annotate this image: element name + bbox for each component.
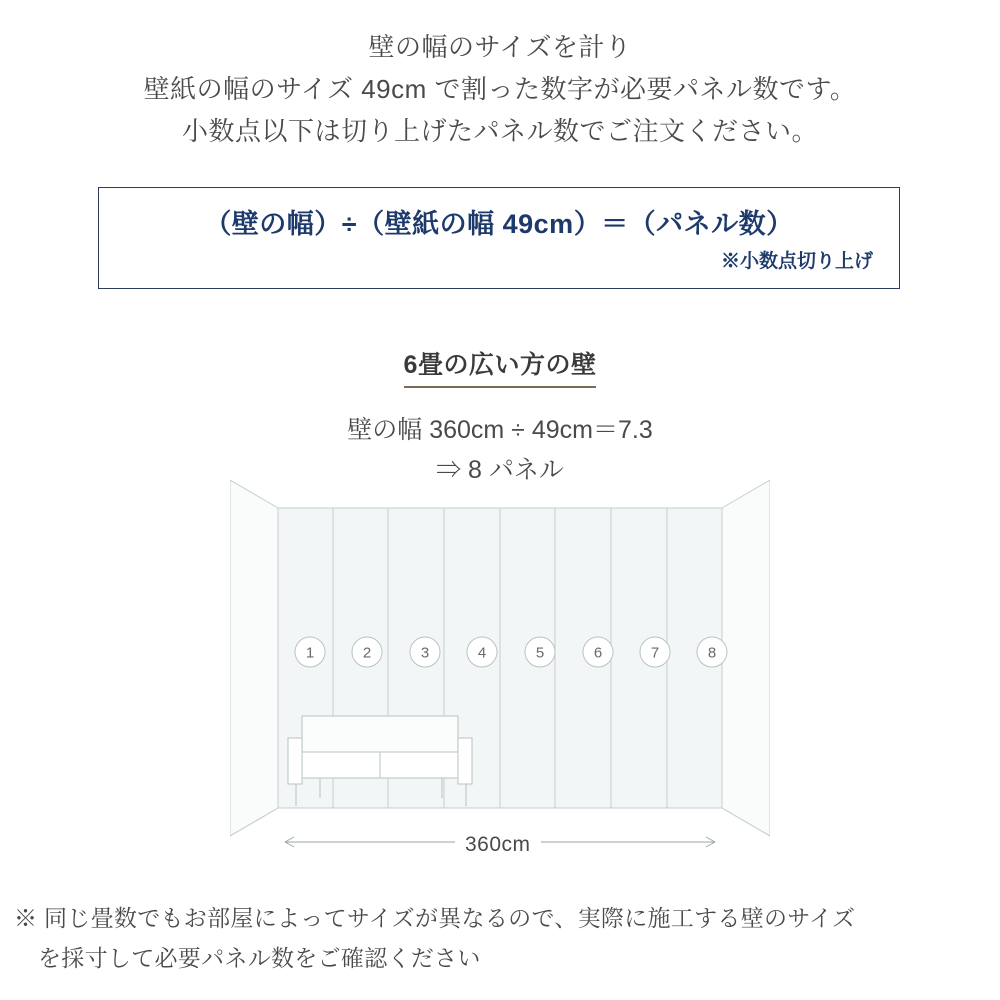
room-illustration bbox=[230, 480, 770, 870]
panel-badge-5-label: 5 bbox=[535, 644, 545, 662]
panel-badge-7-label: 7 bbox=[650, 644, 660, 662]
panel-badge-4 bbox=[467, 637, 497, 667]
section-title bbox=[0, 345, 1000, 388]
panel-badge-3-label: 3 bbox=[420, 644, 430, 662]
panel-badge-8 bbox=[697, 637, 727, 667]
panel-badge-3 bbox=[410, 637, 440, 667]
intro-line-2: 壁紙の幅のサイズ 49cm で割った数字が必要パネル数です。 bbox=[143, 74, 857, 104]
panel-badge-7 bbox=[640, 637, 670, 667]
calculation-line-2: ⇒ 8 パネル bbox=[436, 456, 564, 484]
calculation-text bbox=[0, 410, 1000, 490]
panel-badge-8-label: 8 bbox=[707, 644, 717, 662]
footnote bbox=[14, 898, 990, 978]
dimension-label: 360cm bbox=[455, 833, 541, 857]
panel-badge-5 bbox=[525, 637, 555, 667]
right-side-wall bbox=[722, 480, 770, 836]
footnote-line-1: ※ 同じ畳数でもお部屋によってサイズが異なるので、実際に施工する壁のサイズ bbox=[14, 905, 856, 931]
intro-line-3: 小数点以下は切り上げたパネル数でご注文ください。 bbox=[181, 116, 818, 146]
footnote-line-2: を採寸して必要パネル数をご確認ください bbox=[38, 945, 481, 971]
panel-badge-4-label: 4 bbox=[477, 644, 487, 662]
formula-box bbox=[98, 187, 900, 289]
intro-line-1: 壁の幅のサイズを計り bbox=[368, 32, 632, 62]
formula-text: （壁の幅）÷（壁紙の幅 49cm）＝（パネル数） bbox=[204, 209, 794, 239]
panel-badge-1-label: 1 bbox=[305, 644, 315, 662]
section-title-text: 6畳の広い方の壁 bbox=[404, 345, 597, 388]
panel-badge-2 bbox=[352, 637, 382, 667]
calculation-line-1: 壁の幅 360cm ÷ 49cm＝7.3 bbox=[347, 416, 653, 444]
left-side-wall bbox=[230, 480, 278, 836]
panel-badge-6-label: 6 bbox=[593, 644, 603, 662]
panel-badge-1 bbox=[295, 637, 325, 667]
intro-text bbox=[0, 26, 1000, 152]
formula-note: ※小数点切り上げ bbox=[720, 251, 873, 272]
panel-badge-6 bbox=[583, 637, 613, 667]
panel-badge-2-label: 2 bbox=[362, 644, 372, 662]
